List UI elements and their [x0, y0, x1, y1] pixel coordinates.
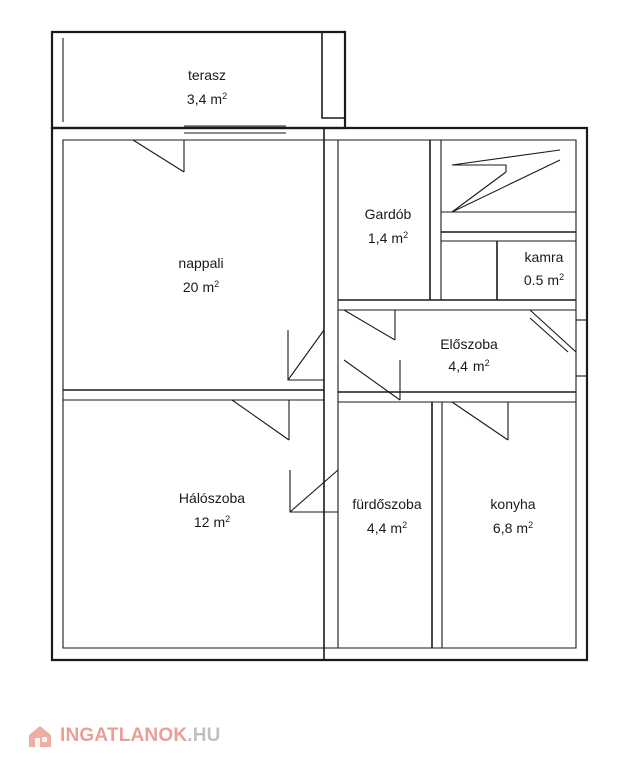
label-furdoszoba-area: 4,4 $m^2$: [366, 520, 408, 536]
label-furdoszoba-name: fürdőszoba: [352, 496, 422, 512]
watermark-primary: INGATLANOK: [60, 725, 188, 746]
interior-walls: [63, 128, 587, 660]
label-nappali-name: nappali: [178, 255, 224, 271]
watermark: [26, 722, 221, 750]
label-gardrob-name: Gardób: [364, 206, 412, 222]
label-gardrob-area: 1,4 $m^2$: [367, 230, 409, 246]
watermark-text: [60, 725, 221, 747]
label-terasz-name: terasz: [187, 67, 227, 83]
label-nappali-area: 20 $m^2$: [182, 279, 220, 295]
building-outline: [52, 128, 587, 660]
house-icon: [26, 722, 54, 750]
label-haloszoba-name: Hálószoba: [178, 490, 246, 506]
watermark-secondary: .HU: [187, 725, 221, 746]
label-haloszoba-area: 12 $m^2$: [193, 514, 231, 530]
label-eloszoba-area: 4,4 $m^2$: [448, 358, 490, 374]
label-kamra-name: kamra: [524, 249, 564, 265]
label-konyha-area: 6,8 $m^2$: [492, 520, 534, 536]
label-terasz-area: 3,4 $m^2$: [186, 91, 228, 107]
label-konyha-name: konyha: [490, 496, 536, 512]
doors: [133, 126, 576, 512]
label-eloszoba-name: Előszoba: [440, 336, 498, 352]
room-labels: [178, 67, 564, 536]
label-kamra-area: 0.5 $m^2$: [523, 272, 565, 288]
